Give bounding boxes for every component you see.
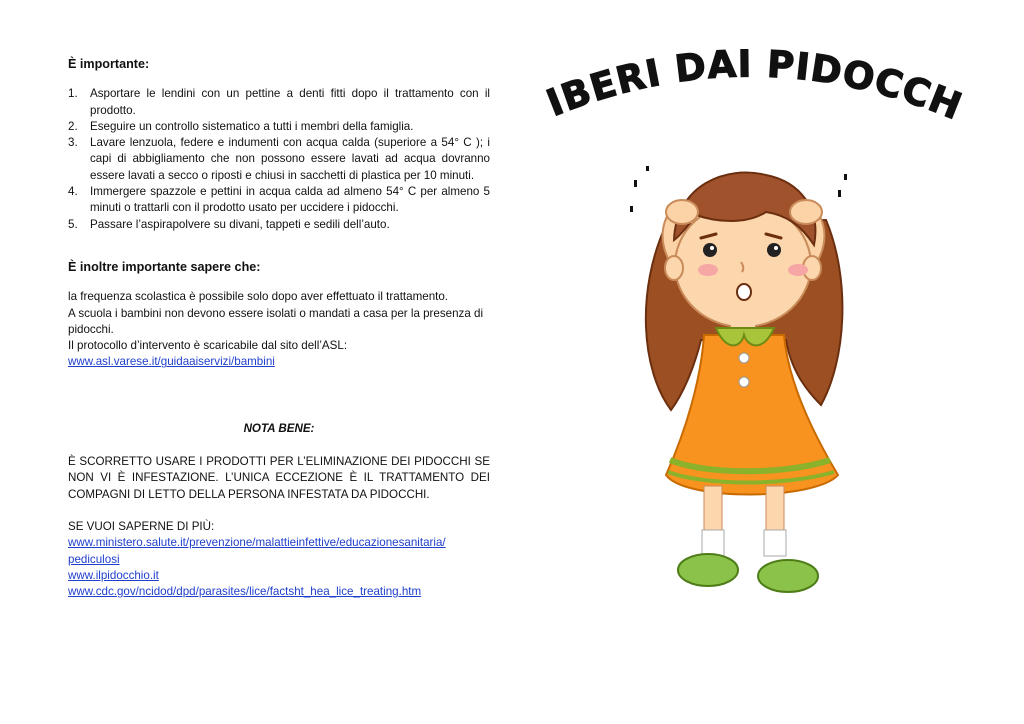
list-number: 5. <box>68 217 78 231</box>
list-item <box>68 184 490 217</box>
list-text: Lavare lenzuola, federe e indumenti con acqua calda (superiore a 54° C ); i capi di abbigliamento che non possono essere lavati ad acqua dovranno essere lavati a secco o riposti e chiusi in sacchetti di plastica per 10 minuti. <box>90 136 490 182</box>
nota-bene-heading: NOTA BENE: <box>243 421 315 435</box>
list-number: 2. <box>68 119 78 133</box>
svg-text:LIBERI DAI PIDOCCHI <box>530 40 968 129</box>
girl-svg <box>616 130 866 615</box>
more-info-block <box>68 519 490 600</box>
more-info-label: SE VUOI SAPERNE DI PIÙ: <box>68 519 215 533</box>
left-column <box>68 56 490 600</box>
cdc-link[interactable]: www.cdc.gov/ncidod/dpd/parasites/lice/factsht_hea_lice_treating.htm <box>68 585 422 599</box>
list-item <box>68 217 490 233</box>
list-item <box>68 135 490 184</box>
title-svg <box>530 40 970 140</box>
list-text: Passare l’aspirapolvere su divani, tappeti e sedili dell’auto. <box>90 217 390 231</box>
list-item <box>68 86 490 119</box>
warning-text: È SCORRETTO USARE I PRODOTTI PER L’ELIMINAZIONE DEI PIDOCCHI SE NON VI È INFESTAZIONE. L’UNICA ECCEZIONE È IL TRATTAMENTO DEI COMPAGNI DI LETTO DELLA PERSONA INFESTATA DA PIDOCCHI. <box>68 455 490 501</box>
list-item <box>68 119 490 135</box>
list-number: 3. <box>68 136 78 150</box>
list-text: Eseguire un controllo sistematico a tutti i membri della famiglia. <box>90 119 414 133</box>
steps-list <box>68 86 490 233</box>
ilpidocchio-link[interactable]: www.ilpidocchio.it <box>68 568 159 582</box>
asl-link[interactable]: www.asl.varese.it/guidaaiservizi/bambini <box>68 355 275 369</box>
scratching-girl-illustration <box>616 130 866 615</box>
info-line: Il protocollo d’intervento è scaricabile dal sito dell’ASL: <box>68 339 348 353</box>
section-heading-also-important: È inoltre importante sapere che: <box>68 259 261 274</box>
info-line: la frequenza scolastica è possibile solo dopo aver effettuato il trattamento. <box>68 290 449 304</box>
info-paragraph <box>68 289 490 370</box>
list-number: 4. <box>68 185 78 199</box>
list-text: Immergere spazzole e pettini in acqua calda ad almeno 54° C per almeno 5 minuti o trattarli con il prodotto usato per uccidere i pidocchi. <box>90 185 490 215</box>
section-heading-important: È importante: <box>68 57 150 71</box>
arched-title <box>530 40 970 140</box>
info-line: A scuola i bambini non devono essere isolati o mandati a casa per la presenza di pidocchi. <box>68 306 484 336</box>
ministero-link[interactable]: www.ministero.salute.it/prevenzione/malattieinfettive/educazionesanitaria/ pediculosi <box>68 536 446 566</box>
list-text: Asportare le lendini con un pettine a denti fitti dopo il trattamento con il prodotto. <box>90 87 490 117</box>
list-number: 1. <box>68 87 78 101</box>
page-title: IBERI DAI PIDOCCH <box>540 42 969 129</box>
warning-paragraph <box>68 454 490 503</box>
